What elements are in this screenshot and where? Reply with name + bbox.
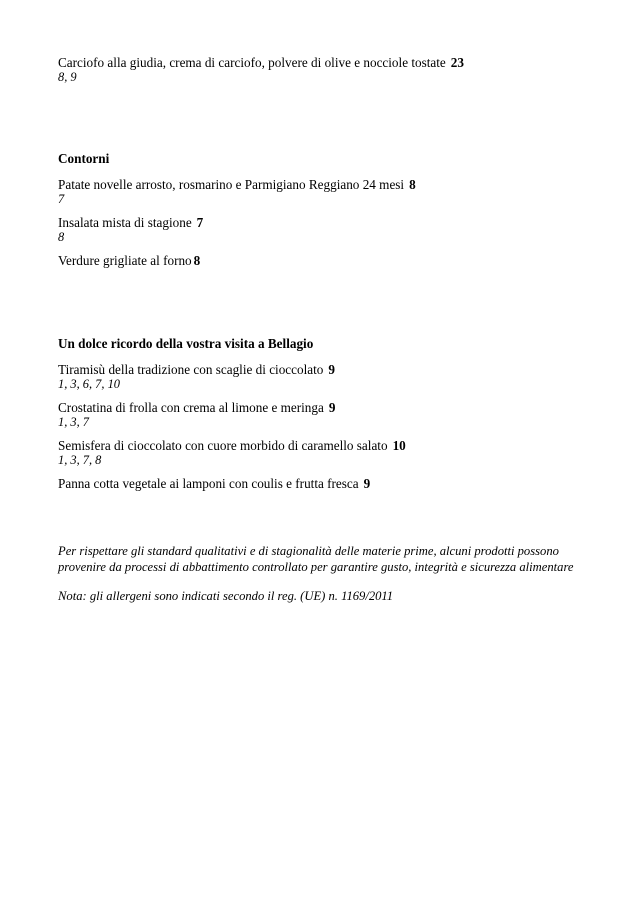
- menu-item-allergens: 1, 3, 6, 7, 10: [58, 377, 120, 391]
- menu-item-allergens: 8, 9: [58, 70, 77, 84]
- menu-item: [58, 438, 598, 467]
- menu-item-name: Carciofo alla giudia, crema di carciofo, polvere di olive e nocciole tostate: [58, 55, 446, 70]
- menu-item-line: [58, 400, 598, 416]
- menu-content: [58, 55, 598, 605]
- menu-item-allergens: 7: [58, 192, 65, 206]
- menu-item-name: Patate novelle arrosto, rosmarino e Parmigiano Reggiano 24 mesi: [58, 177, 405, 192]
- menu-item-name: Tiramisù della tradizione con scaglie di cioccolato: [58, 362, 324, 377]
- menu-item: [58, 400, 598, 429]
- allergen-regulation-note: Nota: gli allergeni sono indicati secondo il reg. (UE) n. 1169/2011: [58, 589, 394, 603]
- menu-item: [58, 55, 598, 84]
- menu-item-line: [58, 215, 598, 231]
- menu-item-price: 23: [450, 55, 464, 70]
- section-spacer: [58, 89, 598, 151]
- menu-item: [58, 177, 598, 206]
- heading-spacer: [58, 167, 598, 177]
- section-heading-dolci: Un dolce ricordo della vostra visita a Bellagio: [58, 336, 314, 351]
- menu-item-allergens: 1, 3, 7, 8: [58, 453, 102, 467]
- menu-item-line: [58, 476, 598, 492]
- menu-item-price: 7: [196, 215, 204, 230]
- menu-item-price: 8: [409, 177, 416, 192]
- menu-item-name: Crostatina di frolla con crema al limone e meringa: [58, 400, 324, 415]
- menu-item-name: Panna cotta vegetale ai lamponi con coulis e frutta fresca: [58, 476, 359, 491]
- menu-item-name: Verdure grigliate al forno: [58, 253, 192, 268]
- quality-disclaimer: Per rispettare gli standard qualitativi e di stagionalità delle materie prime, alcuni prodotti possono provenire da processi di abbattimento controllato per garantire gusto, integrità e sicurezza alimentare: [58, 544, 574, 574]
- menu-item-line: [58, 55, 598, 71]
- menu-item-name: Insalata mista di stagione: [58, 215, 192, 230]
- menu-item-price: 9: [363, 476, 371, 491]
- menu-item-line: [58, 362, 598, 378]
- menu-item-name: Semisfera di cioccolato con cuore morbido di caramello salato: [58, 438, 388, 453]
- heading-spacer: [58, 352, 598, 362]
- menu-item-allergens: 8: [58, 230, 65, 244]
- menu-item-price: 9: [328, 400, 336, 415]
- menu-item-price: 10: [392, 438, 406, 453]
- section-spacer: [58, 274, 598, 336]
- menu-item: [58, 362, 598, 391]
- menu-item-price: 9: [328, 362, 335, 377]
- menu-item: [58, 215, 598, 244]
- menu-item-line: [58, 253, 598, 269]
- menu-item: [58, 253, 598, 269]
- menu-item-line: [58, 438, 598, 454]
- menu-item-line: [58, 177, 598, 193]
- section-heading-contorni: Contorni: [58, 151, 110, 166]
- menu-item: [58, 476, 598, 492]
- menu-item-price: 8: [193, 253, 201, 268]
- footer-notes: [58, 544, 598, 605]
- menu-item-allergens: 1, 3, 7: [58, 415, 89, 429]
